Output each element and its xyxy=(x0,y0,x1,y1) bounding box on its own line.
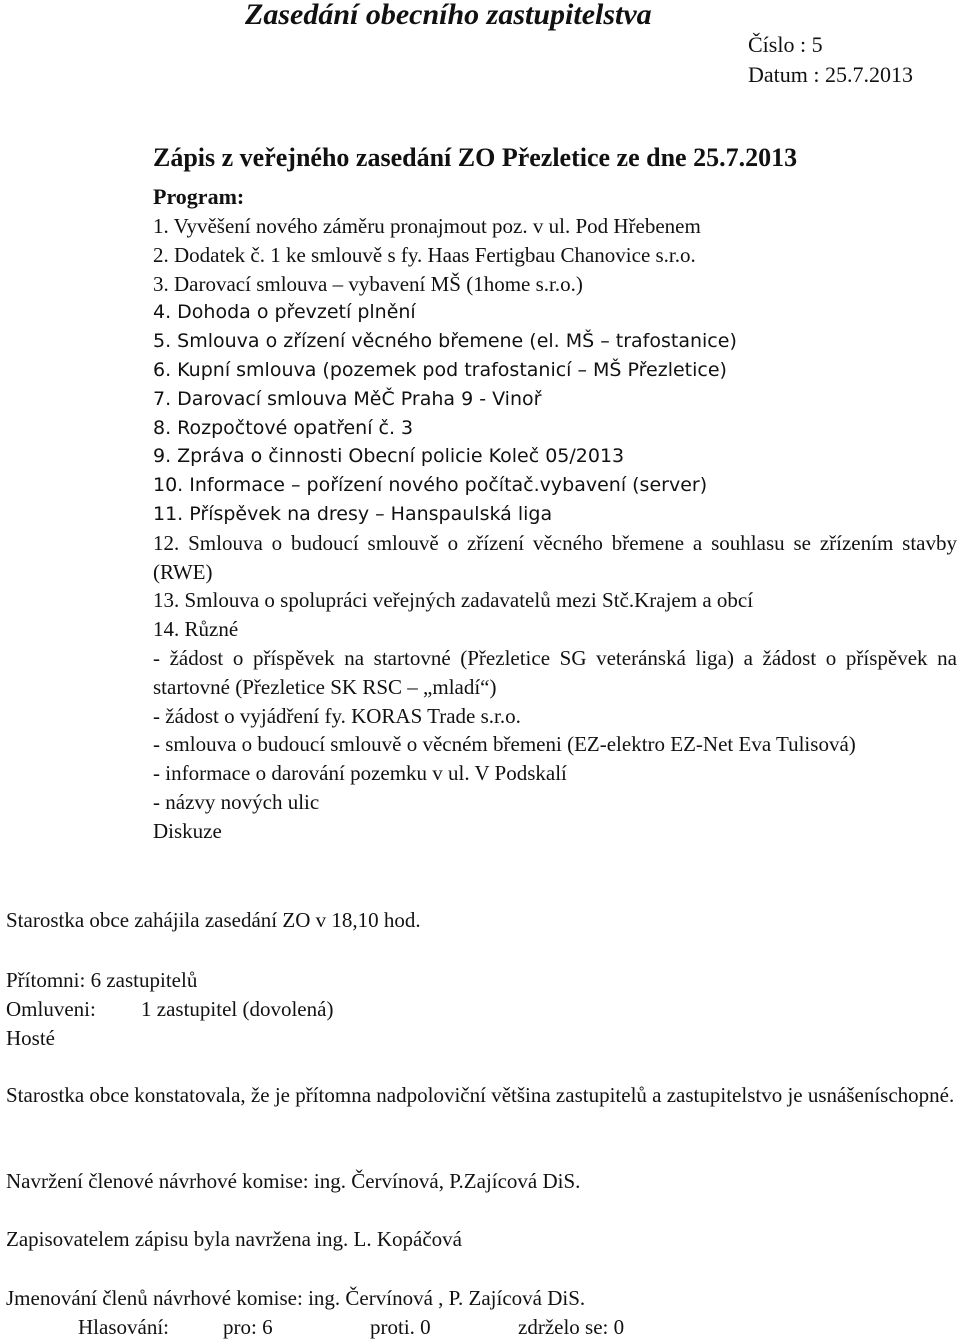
vote-against: proti. 0 xyxy=(370,1315,431,1339)
program-item: 1. Vyvěšení nového záměru pronajmout poz. v ul. Pod Hřebenem xyxy=(153,214,701,238)
document-number: Číslo : 5 xyxy=(748,32,823,57)
program-item: 2. Dodatek č. 1 ke smlouvě s fy. Haas Fertigbau Chanovice s.r.o. xyxy=(153,242,696,267)
excused-line xyxy=(6,995,956,1024)
program-item: 7. Darovací smlouva MěČ Praha 9 - Vinoř xyxy=(153,387,542,410)
attendance-block xyxy=(6,966,956,1053)
program-item: 13. Smlouva o spolupráci veřejných zadavatelů mezi Stč.Krajem a obcí xyxy=(153,588,754,613)
program-discussion: Diskuze xyxy=(153,818,222,843)
vote-abstained: zdrželo se: 0 xyxy=(518,1315,625,1339)
vote-label: Hlasování: xyxy=(78,1315,169,1339)
program-subitem: - žádost o příspěvek na startovné (Přezletice SG veteránská liga) a žádost o příspěvek na startovné (Přezletice SK RSC – „mladí“) xyxy=(153,645,957,699)
quorum-statement: Starostka obce konstatovala, že je přítomna nadpoloviční většina zastupitelů a zastupitelstvo je usnášeníschopné. xyxy=(6,1083,955,1107)
vote-result xyxy=(78,1313,624,1342)
excused-value: 1 zastupitel (dovolená) xyxy=(141,997,334,1021)
opening-statement: Starostka obce zahájila zasedání ZO v 18,10 hod. xyxy=(6,908,421,932)
program-subitem: - informace o darování pozemku v ul. V Podskalí xyxy=(153,761,567,786)
document-header-title: Zasedání obecního zastupitelstva xyxy=(245,0,652,31)
minutes-title: Zápis z veřejného zasedání ZO Přezletice ze dne 25.7.2013 xyxy=(153,143,798,172)
program-item: 12. Smlouva o budoucí smlouvě o zřízení věcného břemene a souhlasu se zřízením stavby (RWE) xyxy=(153,530,957,584)
minutes-writer-proposal: Zapisovatelem zápisu byla navržena ing. L. Kopáčová xyxy=(6,1227,462,1251)
document-date: Datum : 25.7.2013 xyxy=(748,62,913,87)
program-subitem: - žádost o vyjádření fy. KORAS Trade s.r.o. xyxy=(153,703,521,728)
program-item: 4. Dohoda o převzetí plnění xyxy=(153,301,416,324)
committee-appointment: Jmenování členů návrhové komise: ing. Červínová , P. Zajícová DiS. xyxy=(6,1286,586,1310)
excused-label: Omluveni: xyxy=(6,997,96,1021)
present-line: Přítomni: 6 zastupitelů xyxy=(6,968,198,992)
guests-line: Hosté xyxy=(6,1026,55,1050)
program-item: 5. Smlouva o zřízení věcného břemene (el. MŠ – trafostanice) xyxy=(153,330,737,353)
program-subitem: - smlouva o budoucí smlouvě o věcném břemeni (EZ-elektro EZ-Net Eva Tulisová) xyxy=(153,732,856,757)
program-item: 9. Zpráva o činnosti Obecní policie Koleč 05/2013 xyxy=(153,445,625,468)
program-item: 10. Informace – pořízení nového počítač.vybavení (server) xyxy=(153,474,708,497)
vote-for: pro: 6 xyxy=(223,1315,273,1339)
program-item: 6. Kupní smlouva (pozemek pod trafostanicí – MŠ Přezletice) xyxy=(153,358,727,381)
drafting-committee-proposal: Navržení členové návrhové komise: ing. Červínová, P.Zajícová DiS. xyxy=(6,1169,581,1193)
program-item: 14. Různé xyxy=(153,617,239,642)
program-heading: Program: xyxy=(153,184,245,209)
program-item: 8. Rozpočtové opatření č. 3 xyxy=(153,416,414,439)
program-item: 3. Darovací smlouva – vybavení MŠ (1home s.r.o.) xyxy=(153,271,583,296)
program-item: 11. Příspěvek na dresy – Hanspaulská liga xyxy=(153,502,553,525)
program-subitem: - názvy nových ulic xyxy=(153,789,320,814)
program-list xyxy=(153,212,957,846)
